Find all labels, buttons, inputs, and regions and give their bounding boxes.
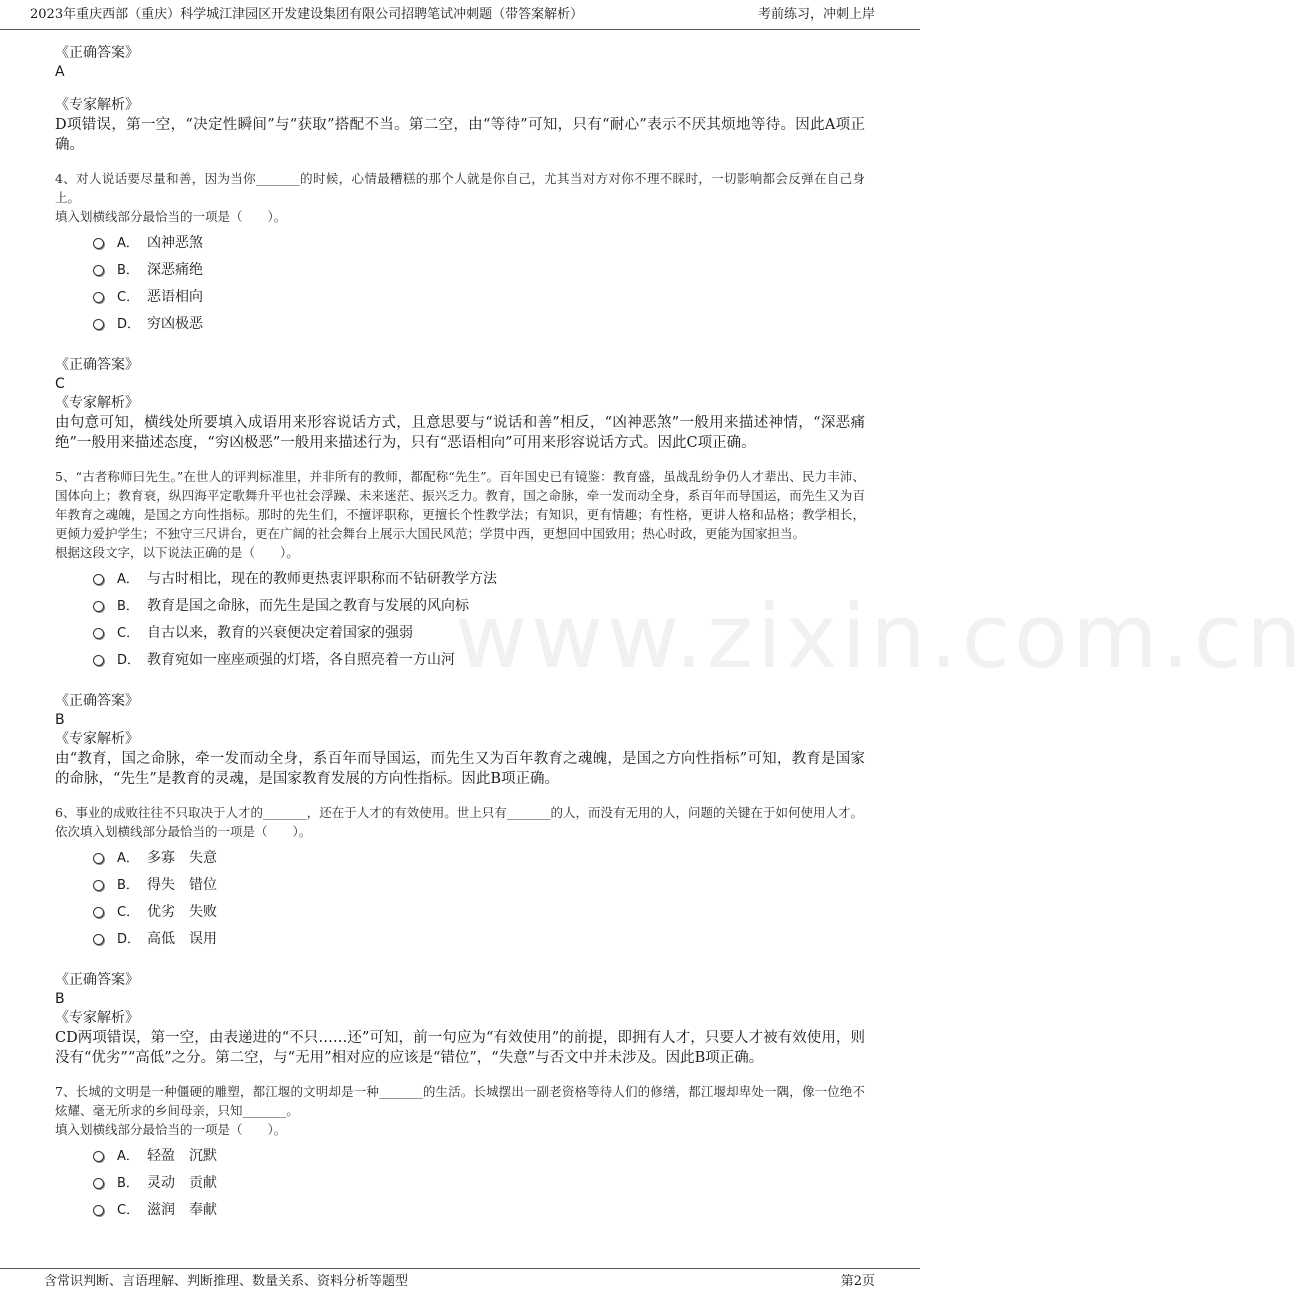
options-list (93, 1143, 865, 1224)
option-text: 穷凶极恶 (147, 316, 203, 332)
question-5 (55, 467, 865, 803)
radio-icon[interactable] (93, 628, 104, 639)
analysis-label: 《专家解析》 (55, 1010, 139, 1026)
radio-icon[interactable] (93, 934, 104, 945)
radio-icon[interactable] (93, 1151, 104, 1162)
option-a[interactable]: A． 多寡 失意 (93, 845, 865, 872)
question-text: 7、长城的文明是一种僵硬的雕塑，都江堰的文明却是一种_______的生活。长城摆出一副老资格等待人们的修缮，都江堰却卑处一隅，像一位绝不炫耀、毫无所求的乡间母亲，只知_______。 (55, 1084, 865, 1118)
option-text: 得失 错位 (147, 877, 217, 893)
option-text: 自古以来，教育的兴衰便决定着国家的强弱 (147, 625, 413, 641)
radio-icon[interactable] (93, 907, 104, 918)
options-list (93, 845, 865, 953)
option-text: 滋润 奉献 (147, 1202, 217, 1218)
analysis-text: D项错误，第一空，“决定性瞬间”与“获取”搭配不当。第二空，由“等待”可知，只有“耐心”表示不厌其烦地等待。因此A项正确。 (55, 117, 865, 153)
page-number: 第2页 (840, 1274, 875, 1289)
option-c[interactable]: C． 滋润 奉献 (93, 1197, 865, 1224)
option-b[interactable]: B． 深恶痛绝 (93, 257, 865, 284)
option-text: 高低 误用 (147, 931, 217, 947)
answer-label: 《正确答案》 (55, 357, 139, 373)
option-text: 教育是国之命脉，而先生是国之教育与发展的风向标 (147, 598, 469, 614)
option-b[interactable]: B． 教育是国之命脉，而先生是国之教育与发展的风向标 (93, 593, 865, 620)
question-6 (55, 803, 865, 1082)
option-text: 灵动 贡献 (147, 1175, 217, 1191)
analysis-label: 《专家解析》 (55, 395, 139, 411)
radio-icon[interactable] (93, 853, 104, 864)
analysis-label: 《专家解析》 (55, 97, 139, 113)
answer-block-q3 (55, 44, 865, 169)
radio-icon[interactable] (93, 265, 104, 276)
option-b[interactable]: B． 得失 错位 (93, 872, 865, 899)
analysis-label: 《专家解析》 (55, 731, 139, 747)
watermark: www.zixin.com.cn (455, 585, 1306, 688)
option-d[interactable]: D． 穷凶极恶 (93, 311, 865, 338)
answer-label: 《正确答案》 (55, 45, 139, 61)
option-c[interactable]: C． 恶语相向 (93, 284, 865, 311)
option-a[interactable]: A． 与古时相比，现在的教师更热衷评职称而不钻研教学方法 (93, 566, 865, 593)
radio-icon[interactable] (93, 292, 104, 303)
answer-label: 《正确答案》 (55, 693, 139, 709)
analysis-text: CD两项错误，第一空，由表递进的“不只……还”可知，前一句应为“有效使用”的前提，即拥有人才，只要人才被有效使用，则没有“优劣”“高低”之分。第二空，与“无用”相对应的应该是“错位”，“失意”与否文中并未涉及。因此B项正确。 (55, 1030, 865, 1066)
answer-value: C (55, 376, 65, 392)
answer-value: A (55, 64, 65, 80)
question-text: 5、“古者称师曰先生。”在世人的评判标准里，并非所有的教师，都配称“先生”。百年国史已有镜鉴：教育盛，虽战乱纷争仍人才辈出、民力丰沛、国体向上；教育衰，纵四海平定歌舞升平也社会浮躁、未来迷茫、振兴乏力。教育，国之命脉，牵一发而动全身，系百年而导国运，而先生又为百年教育之魂魄，是国之方向性指标。那时的先生们，不擅评职称，更擅长个性教学法；有知识，更有情趣；有性格，更讲人格和品格；教学相长，更倾力爱护学生；不独守三尺讲台，更在广阔的社会舞台上展示大国民风范；学贯中西，更想回中国致用；热心时政，更能为国家担当。 (55, 469, 865, 541)
option-a[interactable]: A． 轻盈 沉默 (93, 1143, 865, 1170)
radio-icon[interactable] (93, 319, 104, 330)
option-c[interactable]: C． 优劣 失败 (93, 899, 865, 926)
radio-icon[interactable] (93, 1205, 104, 1216)
option-text: 多寡 失意 (147, 850, 217, 866)
question-prompt: 填入划横线部分最恰当的一项是（ ）。 (55, 1122, 287, 1137)
option-text: 恶语相向 (147, 289, 203, 305)
radio-icon[interactable] (93, 238, 104, 249)
footer-categories: 含常识判断、言语理解、判断推理、数量关系、资料分析等题型 (44, 1274, 409, 1289)
option-a[interactable]: A． 凶神恶煞 (93, 230, 865, 257)
main-content (55, 44, 865, 1224)
option-d[interactable]: D． 高低 误用 (93, 926, 865, 953)
question-text: 6、事业的成败往往不只取决于人才的_______，还在于人才的有效使用。世上只有_______的人，而没有无用的人，问题的关键在于如何使用人才。 (55, 805, 863, 820)
answer-label: 《正确答案》 (55, 972, 139, 988)
document-title: 2023年重庆西部（重庆）科学城江津园区开发建设集团有限公司招聘笔试冲刺题（带答案解析） (30, 7, 584, 22)
question-prompt: 依次填入划横线部分最恰当的一项是（ ）。 (55, 824, 312, 839)
answer-value: B (55, 991, 65, 1007)
option-b[interactable]: B． 灵动 贡献 (93, 1170, 865, 1197)
option-text: 凶神恶煞 (147, 235, 203, 251)
header-slogan: 考前练习，冲刺上岸 (757, 7, 875, 22)
option-text: 深恶痛绝 (147, 262, 203, 278)
question-7 (55, 1082, 865, 1224)
analysis-text: 由句意可知，横线处所要填入成语用来形容说话方式，且意思要与“说话和善”相反，“凶神恶煞”一般用来描述神情，“深恶痛绝”一般用来描述态度，“穷凶极恶”一般用来描述行为，只有“恶语相向”可用来形容说话方式。因此C项正确。 (55, 415, 865, 451)
page-footer (0, 1268, 920, 1302)
page-header (0, 0, 920, 30)
question-text: 4、对人说话要尽量和善，因为当你_______的时候，心情最糟糕的那个人就是你自己，尤其当对方对你不理不睬时，一切影响都会反弹在自己身上。 (55, 171, 865, 205)
radio-icon[interactable] (93, 574, 104, 585)
option-text: 轻盈 沉默 (147, 1148, 217, 1164)
options-list (93, 566, 865, 674)
options-list (93, 230, 865, 338)
radio-icon[interactable] (93, 1178, 104, 1189)
question-prompt: 填入划横线部分最恰当的一项是（ ）。 (55, 209, 287, 224)
option-c[interactable]: C． 自古以来，教育的兴衰便决定着国家的强弱 (93, 620, 865, 647)
option-text: 与古时相比，现在的教师更热衷评职称而不钻研教学方法 (147, 571, 497, 587)
question-4 (55, 169, 865, 467)
option-d[interactable]: D． 教育宛如一座座顽强的灯塔，各自照亮着一方山河 (93, 647, 865, 674)
option-text: 教育宛如一座座顽强的灯塔，各自照亮着一方山河 (147, 652, 455, 668)
radio-icon[interactable] (93, 880, 104, 891)
radio-icon[interactable] (93, 655, 104, 666)
radio-icon[interactable] (93, 601, 104, 612)
answer-value: B (55, 712, 65, 728)
analysis-text: 由“教育，国之命脉，牵一发而动全身，系百年而导国运，而先生又为百年教育之魂魄，是国之方向性指标”可知，教育是国家的命脉，“先生”是教育的灵魂，是国家教育发展的方向性指标。因此B项正确。 (55, 751, 865, 787)
question-prompt: 根据这段文字，以下说法正确的是（ ）。 (55, 545, 299, 560)
option-text: 优劣 失败 (147, 904, 217, 920)
